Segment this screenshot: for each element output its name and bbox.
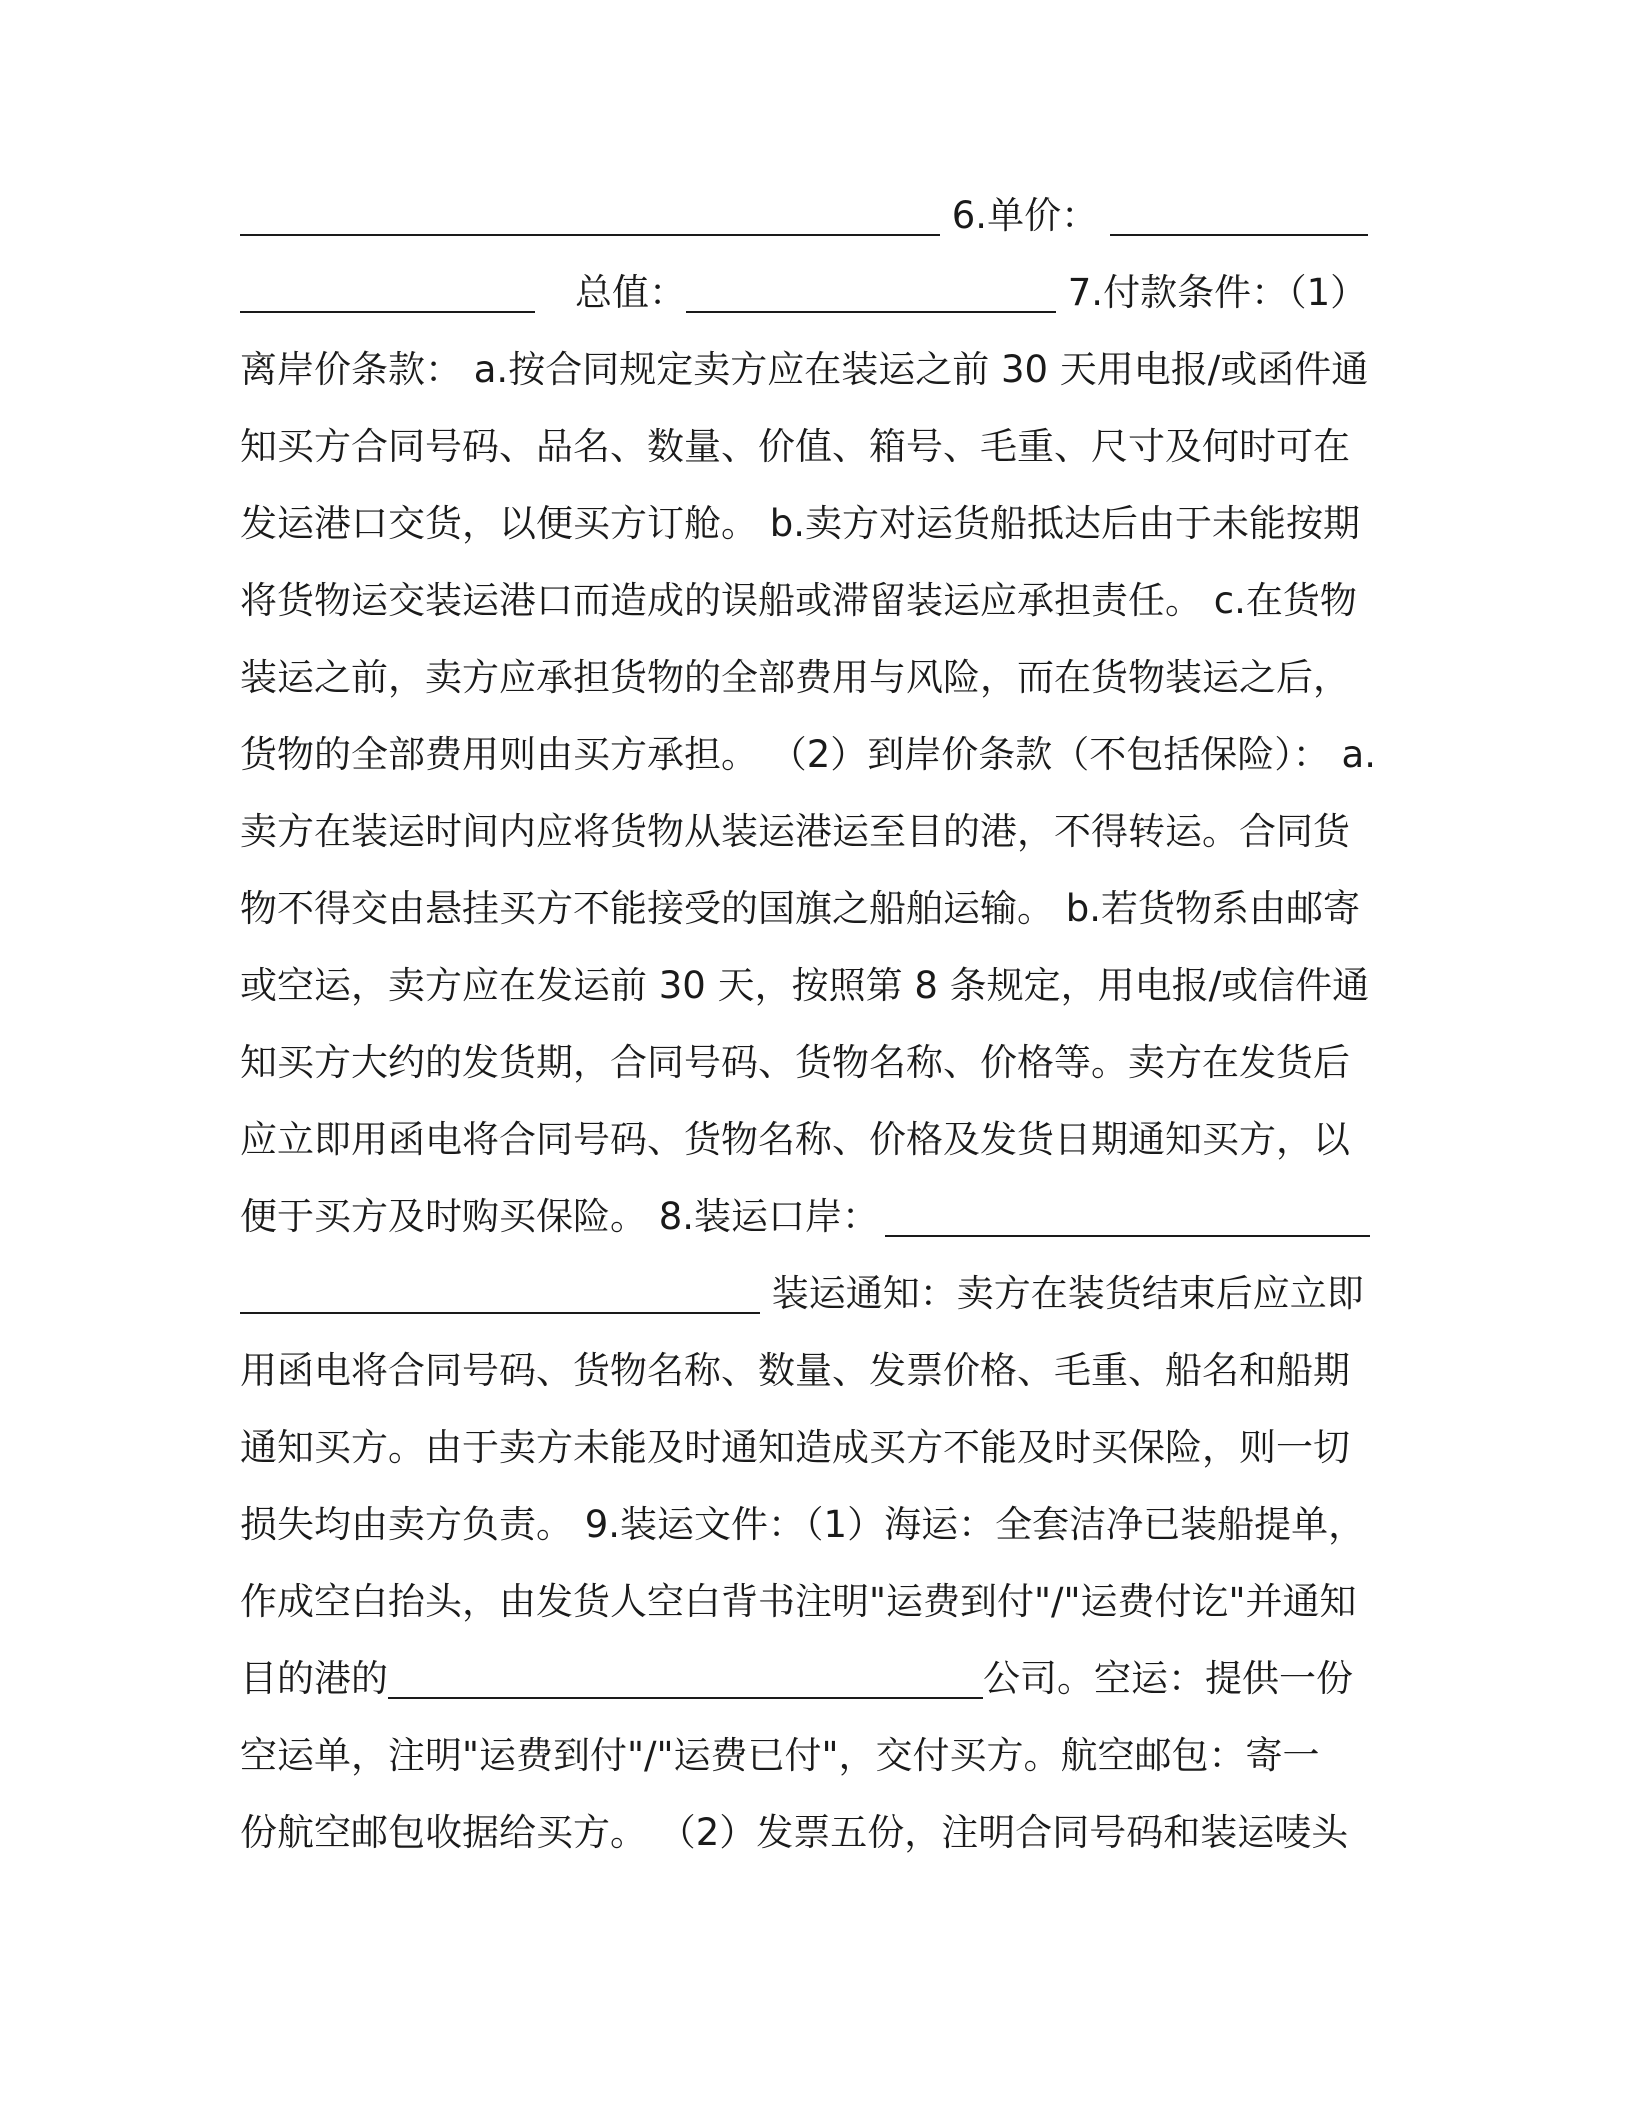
text-line-20	[240, 1649, 1353, 1709]
text-line-1	[240, 186, 1368, 246]
text-line-13: 应立即用函电将合同号码、货物名称、价格及发货日期通知买方，以	[240, 1118, 1350, 1161]
text-line-8: 货物的全部费用则由买方承担。 （2）到岸价条款（不包括保险）： a.	[240, 733, 1376, 776]
company-blank[interactable]	[388, 1657, 983, 1699]
loading-port-label: 便于买方及时购买保险。 8.装运口岸：	[240, 1195, 880, 1238]
text-line-15	[240, 1264, 1364, 1324]
text-line-12: 知买方大约的发货期，合同号码、货物名称、价格等。卖方在发货后	[240, 1041, 1350, 1084]
total-value-blank[interactable]	[686, 271, 1056, 313]
unit-price-label: 6.单价：	[940, 194, 1099, 237]
text-line-11: 或空运，卖方应在发运前 30 天，按照第 8 条规定，用电报/或信件通	[240, 964, 1370, 1007]
unit-price-blank[interactable]	[1110, 194, 1368, 236]
text-line-10: 物不得交由悬挂买方不能接受的国旗之船舶运输。 b.若货物系由邮寄	[240, 887, 1361, 930]
shipping-notice-label: 装运通知：卖方在装货结束后应立即	[760, 1272, 1364, 1315]
destination-port-label: 目的港的	[240, 1657, 388, 1700]
total-value-label: 总值：	[575, 271, 686, 314]
text-line-5: 发运港口交货，以便买方订舱。 b.卖方对运货船抵达后由于未能按期	[240, 502, 1361, 545]
blank-field[interactable]	[240, 271, 535, 313]
text-line-9: 卖方在装运时间内应将货物从装运港运至目的港，不得转运。合同货	[240, 810, 1350, 853]
text-line-16: 用函电将合同号码、货物名称、数量、发票价格、毛重、船名和船期	[240, 1349, 1350, 1392]
text-line-14	[240, 1187, 1370, 1247]
payment-terms-label: 7.付款条件：（1）	[1056, 271, 1368, 314]
text-line-19: 作成空白抬头，由发货人空白背书注明"运费到付"/"运费付讫"并通知	[240, 1580, 1357, 1623]
text-line-7: 装运之前，卖方应承担货物的全部费用与风险，而在货物装运之后，	[240, 656, 1350, 699]
text-line-22: 份航空邮包收据给买方。 （2）发票五份，注明合同号码和装运唛头	[240, 1811, 1349, 1854]
loading-port-blank[interactable]	[885, 1195, 1370, 1237]
text-line-18: 损失均由卖方负责。 9.装运文件：（1）海运：全套洁净已装船提单，	[240, 1503, 1366, 1546]
text-line-6: 将货物运交装运港口而造成的误船或滞留装运应承担责任。 c.在货物	[240, 579, 1357, 622]
text-line-4: 知买方合同号码、品名、数量、价值、箱号、毛重、尺寸及何时可在	[240, 425, 1350, 468]
text-line-2	[240, 263, 1367, 323]
company-label: 公司。空运：提供一份	[983, 1657, 1353, 1700]
text-line-17: 通知买方。由于卖方未能及时通知造成买方不能及时买保险，则一切	[240, 1426, 1350, 1469]
blank-field[interactable]	[240, 194, 940, 236]
text-line-3: 离岸价条款： a.按合同规定卖方应在装运之前 30 天用电报/或函件通	[240, 348, 1369, 391]
blank-field[interactable]	[240, 1272, 760, 1314]
text-line-21: 空运单，注明"运费到付"/"运费已付"，交付买方。航空邮包：寄一	[240, 1734, 1320, 1777]
